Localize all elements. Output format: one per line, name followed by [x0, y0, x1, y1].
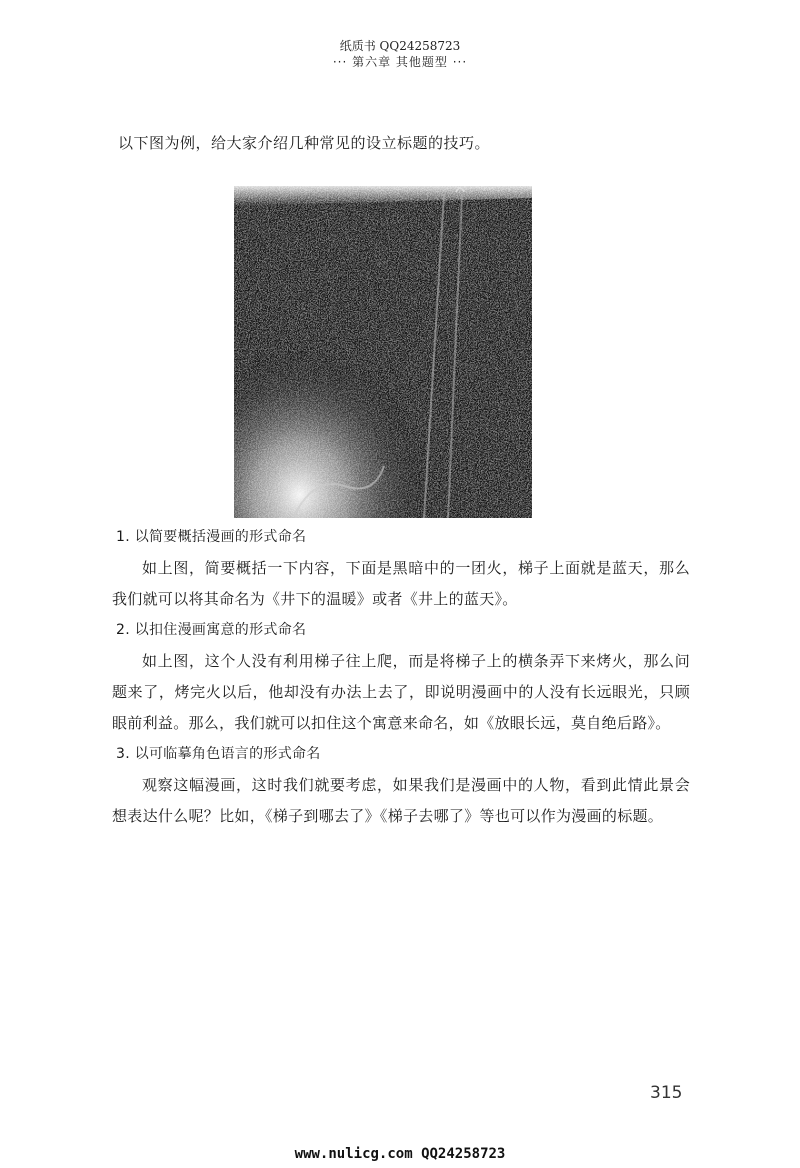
- section-paragraph-1: 如上图，简要概括一下内容，下面是黑暗中的一团火，梯子上面就是蓝天，那么我们就可以将其命名为《井下的温暖》或者《井上的蓝天》。: [112, 559, 690, 608]
- header-watermark: 纸质书 QQ24258723: [339, 39, 461, 53]
- footer-watermark: www.nulicg.com QQ24258723: [294, 1146, 506, 1162]
- article-body: [112, 522, 690, 832]
- intro-text: 以下图为例，给大家介绍几种常见的设立标题的技巧。: [118, 134, 491, 152]
- section-heading-2: 2. 以扣住漫画寓意的形式命名: [116, 622, 307, 638]
- page-number: 315: [650, 1083, 683, 1103]
- running-header: [0, 38, 800, 70]
- section-heading-1: 1. 以简要概括漫画的形式命名: [116, 529, 307, 545]
- section-paragraph-2: 如上图，这个人没有利用梯子往上爬，而是将梯子上的横条弄下来烤火，那么问题来了，烤完火以后，他却没有办法上去了，即说明漫画中的人没有长远眼光，只顾眼前利益。那么，我们就可以扣住这个寓意来命名，如《放眼长远，莫自绝后路》。: [112, 652, 690, 732]
- chapter-title: ··· 第六章 其他题型 ···: [332, 55, 468, 69]
- section-paragraph-3: 观察这幅漫画，这时我们就要考虑，如果我们是漫画中的人物，看到此情此景会想表达什么呢？比如，《梯子到哪去了》《梯子去哪了》等也可以作为漫画的标题。: [112, 776, 690, 825]
- comic-illustration: [234, 186, 532, 518]
- section-heading-3: 3. 以可临摹角色语言的形式命名: [116, 746, 321, 762]
